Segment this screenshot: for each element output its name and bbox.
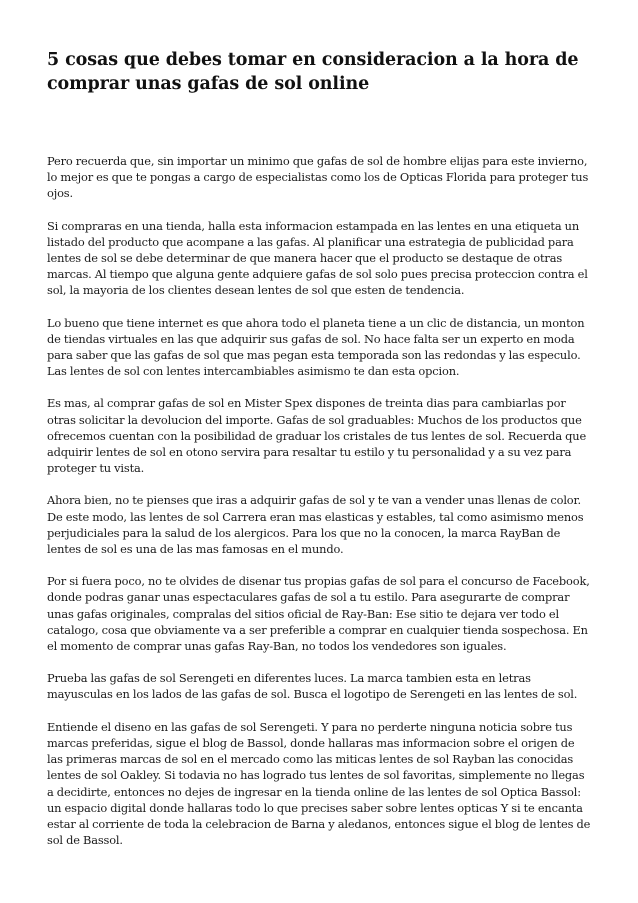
paragraph: Por si fuera poco, no te olvides de disenar tus propias gafas de sol para el concurso de Facebook, donde podras ganar unas espectaculares gafas de sol a tu estilo. Para asegurarte de comprar unas gafas originales, compralas del sitios oficial de Ray-Ban: Ese sitio te dejara ver todo el catalogo, cosa que obviamente va a ser preferible a comprar en cualquier tienda sospechosa. En el momento de comprar unas gafas Ray-Ban, no todos los vendedores son iguales.: [47, 574, 590, 654]
paragraph: Entiende el diseno en las gafas de sol Serengeti. Y para no perderte ninguna noticia sobre tus marcas preferidas, sigue el blog de Bassol, donde hallaras mas informacion sobre el origen de las primeras marcas de sol en el mercado como las miticas lentes de sol Rayban las conocidas lentes de sol Oakley. Si todavia no has logrado tus lentes de sol favoritas, simplemente no llegas a decidirte, entonces no dejes de ingresar en la tienda online de las lentes de sol Optica Bassol: un espacio digital donde hallaras todo lo que precises saber sobre lentes opticas Y si te encanta estar al corriente de toda la celebracion de Barna y aledanos, entonces sigue el blog de lentes de sol de Bassol.: [47, 719, 591, 848]
paragraph: Lo bueno que tiene internet es que ahora todo el planeta tiene a un clic de distancia, un monton de tiendas virtuales en las que adquirir sus gafas de sol. No hace falta ser un experto en moda para saber que las gafas de sol que mas pegan esta temporada son las redondas y las especulo. Las lentes de sol con lentes intercambiables asimismo te dan esta opcion.: [47, 315, 585, 379]
paragraph: Es mas, al comprar gafas de sol en Mister Spex dispones de treinta dias para cambiarlas por otras solicitar la devolucion del importe. Gafas de sol graduables: Muchos de los productos que ofrecemos cuentan con la posibilidad de graduar los cristales de tus lentes de sol. Recuerda que adquirir lentes de sol en otono servira para resaltar tu estilo y tu personalidad y a su vez para proteger tu vista.: [47, 396, 587, 476]
document-title: 5 cosas que debes tomar en consideracion a la hora de comprar unas gafas de sol online: [47, 50, 579, 94]
paragraph: Si compraras en una tienda, halla esta informacion estampada en las lentes en una etiqueta un listado del producto que acompane a las gafas. Al planificar una estrategia de publicidad para lentes de sol se debe determinar de que manera hacer que el producto se destaque de otras marcas. Al tiempo que alguna gente adquiere gafas de sol solo pues precisa proteccion contra el sol, la mayoria de los clientes desean lentes de sol que esten de tendencia.: [47, 218, 588, 298]
paragraph: Ahora bien, no te pienses que iras a adquirir gafas de sol y te van a vender unas llenas de color. De este modo, las lentes de sol Carrera eran mas elasticas y estables, tal como asimismo menos perjudiciales para la salud de los alergicos. Para los que no la conocen, la marca RayBan de lentes de sol es una de las mas famosas en el mundo.: [47, 493, 584, 557]
paragraph: Prueba las gafas de sol Serengeti en diferentes luces. La marca tambien esta en letras mayusculas en los lados de las gafas de sol. Busca el logotipo de Serengeti en las lentes de sol.: [47, 671, 578, 702]
document-body: [47, 153, 593, 848]
paragraph: Pero recuerda que, sin importar un minimo que gafas de sol de hombre elijas para este invierno, lo mejor es que te pongas a cargo de especialistas como los de Opticas Florida para proteger tus ojos.: [47, 154, 589, 201]
document-page: [47, 48, 593, 864]
